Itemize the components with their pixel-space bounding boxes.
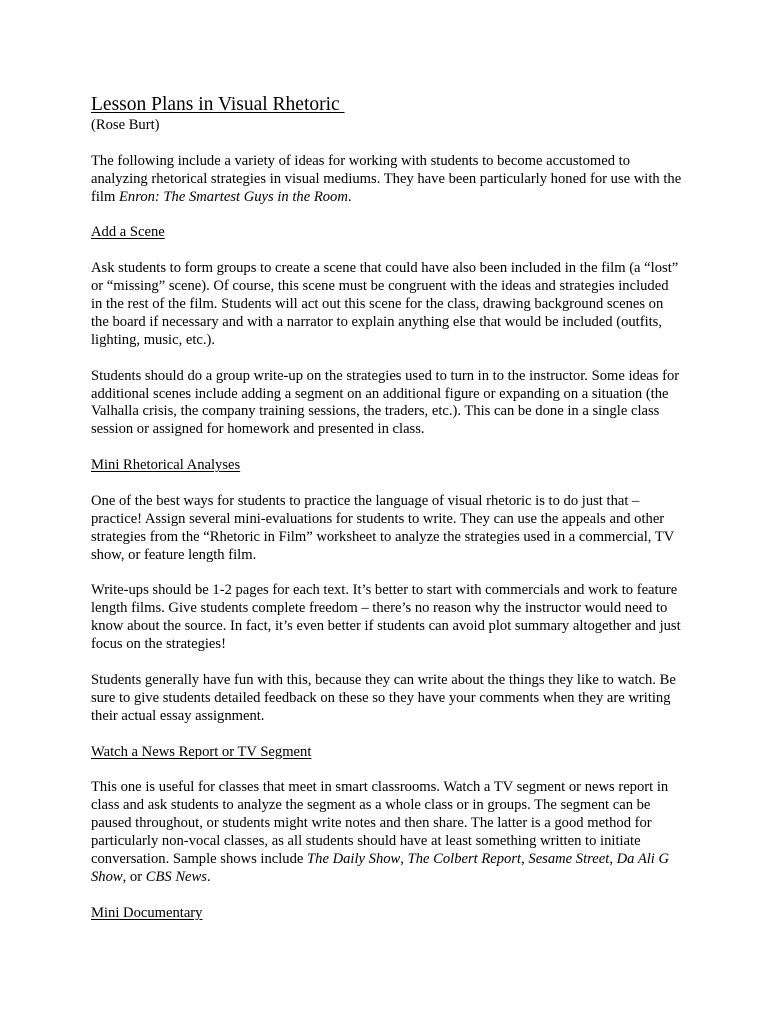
section-heading-add-scene: Add a Scene — [91, 224, 165, 241]
show-title-3: Sesame Street — [528, 851, 610, 867]
mini-analyses-paragraph-1: One of the best ways for students to practice the language of visual rhetoric is to do just that – practice! Assign several mini-evaluations for students to write. They can use the appeals and other strategies from the “Rhetoric in Film” worksheet to analyze the strategies used in a commercial, TV show, or feature length film. — [91, 492, 675, 563]
show-title-5: CBS News — [145, 868, 207, 885]
show-title-2: The Colbert Report — [407, 851, 522, 867]
author-line: (Rose Burt) — [91, 117, 160, 133]
section-heading-mini-analyses: Mini Rhetorical Analyses — [91, 457, 241, 474]
add-scene-paragraph-1: Ask students to form groups to create a scene that could have also been included in the film (a “lost” or “missing” scene). Of course, this scene must be congruent with the ideas and strategies included in the rest of the film. Students will act out this scene for the class, drawing background scenes on the board if necessary and with a narrator to explain anything else that would be included (outfits, lighting, music, etc.). — [91, 260, 679, 348]
intro-end: . — [347, 188, 352, 205]
news-report-paragraph — [91, 779, 683, 886]
section-heading-documentary: Mini Documentary — [91, 904, 203, 921]
separator: , — [609, 851, 617, 867]
intro-text: The following include a variety of ideas for working with students to become accustomed to analyzing rhetorical strategies in visual mediums. They have been particularly honed for use with the film — [91, 152, 682, 205]
show-title-1: The Daily Show — [307, 851, 401, 867]
mini-analyses-paragraph-2: Write-ups should be 1-2 pages for each text. It’s better to start with commercials and work to feature length films. Give students complete freedom – there’s no reason why the instructor would need to know about the source. In fact, it’s even better if students can avoid plot summary altogether and just focus on the strategies! — [91, 582, 681, 653]
document-page — [91, 93, 683, 941]
document-title: Lesson Plans in Visual Rhetoric — [91, 94, 345, 115]
separator: , or — [122, 868, 146, 885]
news-report-end: . — [206, 868, 211, 885]
show-title-4: Da Ali G Show — [91, 851, 670, 885]
mini-analyses-paragraph-3: Students generally have fun with this, because they can write about the things they like to watch. Be sure to give students detailed feedback on these so they have your comments when they are writing their actual essay assignment. — [91, 671, 676, 724]
separator: , — [521, 851, 529, 867]
section-heading-news-report: Watch a News Report or TV Segment — [91, 743, 312, 760]
news-report-text: This one is useful for classes that meet in smart classrooms. Watch a TV segment or news report in class and ask students to analyze the segment as a whole class or in groups. The segment can be paused throughout, or students might write notes and then share. The latter is a good method for particularly non-vocal classes, as all students should have at least something written to initiate conversation. Sample shows include — [91, 779, 669, 867]
film-title: Enron: The Smartest Guys in the Room — [118, 188, 348, 205]
add-scene-paragraph-2: Students should do a group write-up on the strategies used to turn in to the instructor. Some ideas for additional scenes include adding a segment on an additional figure or expanding on a situation (the Valhalla crisis, the company training sessions, the traders, etc.). This can be done in a single class session or assigned for homework and presented in class. — [91, 367, 680, 438]
separator: , — [400, 851, 408, 867]
intro-paragraph — [91, 153, 683, 207]
